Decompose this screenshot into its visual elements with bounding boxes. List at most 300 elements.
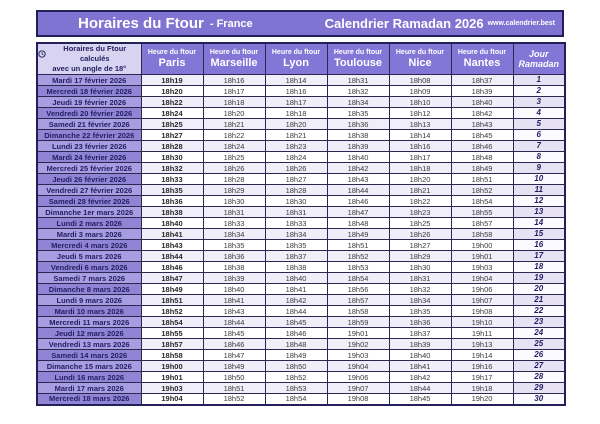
time-cell-paris: 18h40 bbox=[141, 218, 203, 229]
time-cell-lyon: 18h49 bbox=[265, 350, 327, 361]
time-cell-nantes: 18h39 bbox=[451, 86, 513, 97]
time-cell-paris: 18h49 bbox=[141, 284, 203, 295]
table-row bbox=[37, 284, 565, 295]
date-cell: Mardi 24 février 2026 bbox=[37, 152, 141, 163]
date-cell: Mercredi 11 mars 2026 bbox=[37, 317, 141, 328]
table-row bbox=[37, 306, 565, 317]
time-cell-marseille: 18h38 bbox=[203, 262, 265, 273]
time-cell-paris: 18h32 bbox=[141, 163, 203, 174]
time-cell-toulouse: 18h44 bbox=[327, 185, 389, 196]
date-cell: Jeudi 19 février 2026 bbox=[37, 97, 141, 108]
time-cell-marseille: 18h28 bbox=[203, 174, 265, 185]
time-cell-toulouse: 19h03 bbox=[327, 350, 389, 361]
table-row bbox=[37, 141, 565, 152]
time-cell-lyon: 18h28 bbox=[265, 185, 327, 196]
time-cell-marseille: 18h52 bbox=[203, 394, 265, 405]
date-cell: Mercredi 18 février 2026 bbox=[37, 86, 141, 97]
time-cell-nice: 18h25 bbox=[389, 218, 451, 229]
time-cell-paris: 18h55 bbox=[141, 328, 203, 339]
time-cell-lyon: 18h53 bbox=[265, 383, 327, 394]
city-header-paris bbox=[141, 43, 203, 75]
time-cell-toulouse: 18h54 bbox=[327, 273, 389, 284]
heure-du-ftour-label: Heure du ftour bbox=[271, 49, 321, 57]
clock-icon bbox=[38, 50, 46, 58]
time-cell-nice: 18h34 bbox=[389, 295, 451, 306]
ramadan-day-cell: 29 bbox=[513, 383, 565, 394]
time-cell-marseille: 18h44 bbox=[203, 317, 265, 328]
table-row bbox=[37, 207, 565, 218]
time-cell-toulouse: 19h04 bbox=[327, 361, 389, 372]
date-cell: Lundi 2 mars 2026 bbox=[37, 218, 141, 229]
time-cell-nantes: 18h54 bbox=[451, 196, 513, 207]
time-cell-marseille: 18h47 bbox=[203, 350, 265, 361]
time-cell-paris: 18h30 bbox=[141, 152, 203, 163]
table-row bbox=[37, 185, 565, 196]
time-cell-marseille: 18h50 bbox=[203, 372, 265, 383]
ramadan-day-cell: 24 bbox=[513, 328, 565, 339]
city-name: Marseille bbox=[210, 57, 258, 70]
time-cell-paris: 18h52 bbox=[141, 306, 203, 317]
time-cell-lyon: 18h50 bbox=[265, 361, 327, 372]
time-cell-nice: 18h13 bbox=[389, 119, 451, 130]
time-cell-lyon: 18h54 bbox=[265, 394, 327, 405]
time-cell-marseille: 18h21 bbox=[203, 119, 265, 130]
time-cell-nantes: 18h46 bbox=[451, 141, 513, 152]
time-cell-toulouse: 19h01 bbox=[327, 328, 389, 339]
ramadan-day-cell: 6 bbox=[513, 130, 565, 141]
time-cell-toulouse: 19h06 bbox=[327, 372, 389, 383]
date-cell: Samedi 28 février 2026 bbox=[37, 196, 141, 207]
time-cell-toulouse: 18h32 bbox=[327, 86, 389, 97]
table-row bbox=[37, 372, 565, 383]
table-row bbox=[37, 119, 565, 130]
date-cell: Vendredi 27 février 2026 bbox=[37, 185, 141, 196]
website-link[interactable]: www.calendrier.best bbox=[487, 20, 555, 27]
time-cell-toulouse: 18h40 bbox=[327, 152, 389, 163]
info-line2: avec un angle de 18° bbox=[52, 64, 127, 74]
date-cell: Vendredi 6 mars 2026 bbox=[37, 262, 141, 273]
header-row bbox=[37, 43, 565, 75]
time-cell-toulouse: 18h48 bbox=[327, 218, 389, 229]
date-cell: Dimanche 1er mars 2026 bbox=[37, 207, 141, 218]
time-cell-nantes: 19h10 bbox=[451, 317, 513, 328]
time-cell-paris: 19h04 bbox=[141, 394, 203, 405]
calendar-title: Calendrier Ramadan 2026 bbox=[324, 16, 484, 31]
page-title: Horaires du Ftour bbox=[78, 15, 204, 32]
city-header-nice bbox=[389, 43, 451, 75]
table-row bbox=[37, 97, 565, 108]
time-cell-marseille: 18h16 bbox=[203, 75, 265, 86]
ramadan-day-cell: 11 bbox=[513, 185, 565, 196]
time-cell-marseille: 18h49 bbox=[203, 361, 265, 372]
time-cell-marseille: 18h26 bbox=[203, 163, 265, 174]
time-cell-nice: 18h37 bbox=[389, 328, 451, 339]
time-cell-toulouse: 18h47 bbox=[327, 207, 389, 218]
city-header-nantes bbox=[451, 43, 513, 75]
time-cell-paris: 18h58 bbox=[141, 350, 203, 361]
time-cell-marseille: 18h24 bbox=[203, 141, 265, 152]
time-cell-nantes: 18h43 bbox=[451, 119, 513, 130]
time-cell-nice: 18h29 bbox=[389, 251, 451, 262]
time-cell-lyon: 18h44 bbox=[265, 306, 327, 317]
date-cell: Vendredi 13 mars 2026 bbox=[37, 339, 141, 350]
time-cell-nice: 18h09 bbox=[389, 86, 451, 97]
date-cell: Mardi 17 février 2026 bbox=[37, 75, 141, 86]
ramadan-day-cell: 27 bbox=[513, 361, 565, 372]
city-name: Toulouse bbox=[333, 57, 383, 70]
ramadan-day-cell: 23 bbox=[513, 317, 565, 328]
time-cell-lyon: 18h26 bbox=[265, 163, 327, 174]
time-cell-paris: 19h00 bbox=[141, 361, 203, 372]
ramadan-day-cell: 17 bbox=[513, 251, 565, 262]
ramadan-day-cell: 8 bbox=[513, 152, 565, 163]
time-cell-lyon: 18h23 bbox=[265, 141, 327, 152]
time-cell-nice: 18h12 bbox=[389, 108, 451, 119]
ramadan-day-cell: 21 bbox=[513, 295, 565, 306]
time-cell-marseille: 18h33 bbox=[203, 218, 265, 229]
time-cell-nantes: 19h11 bbox=[451, 328, 513, 339]
time-cell-nantes: 19h13 bbox=[451, 339, 513, 350]
time-cell-marseille: 18h45 bbox=[203, 328, 265, 339]
time-cell-nantes: 18h40 bbox=[451, 97, 513, 108]
time-cell-paris: 18h57 bbox=[141, 339, 203, 350]
time-cell-nantes: 19h16 bbox=[451, 361, 513, 372]
ftour-times-table bbox=[36, 42, 566, 406]
time-cell-marseille: 18h43 bbox=[203, 306, 265, 317]
time-cell-nice: 18h21 bbox=[389, 185, 451, 196]
time-cell-toulouse: 18h42 bbox=[327, 163, 389, 174]
time-cell-nice: 18h40 bbox=[389, 350, 451, 361]
time-cell-nice: 18h26 bbox=[389, 229, 451, 240]
table-row bbox=[37, 262, 565, 273]
date-cell: Samedi 14 mars 2026 bbox=[37, 350, 141, 361]
city-header-lyon bbox=[265, 43, 327, 75]
ramadan-day-cell: 16 bbox=[513, 240, 565, 251]
time-cell-lyon: 18h14 bbox=[265, 75, 327, 86]
time-cell-marseille: 18h41 bbox=[203, 295, 265, 306]
time-cell-lyon: 18h17 bbox=[265, 97, 327, 108]
date-cell: Mercredi 25 février 2026 bbox=[37, 163, 141, 174]
time-cell-nantes: 19h07 bbox=[451, 295, 513, 306]
time-cell-nice: 18h22 bbox=[389, 196, 451, 207]
time-cell-toulouse: 18h31 bbox=[327, 75, 389, 86]
city-name: Paris bbox=[158, 57, 186, 70]
time-cell-paris: 18h27 bbox=[141, 130, 203, 141]
table-row bbox=[37, 108, 565, 119]
table-row bbox=[37, 152, 565, 163]
table-row bbox=[37, 218, 565, 229]
date-cell: Lundi 16 mars 2026 bbox=[37, 372, 141, 383]
time-cell-nantes: 18h55 bbox=[451, 207, 513, 218]
table-row bbox=[37, 383, 565, 394]
date-cell: Samedi 21 février 2026 bbox=[37, 119, 141, 130]
time-cell-nice: 18h44 bbox=[389, 383, 451, 394]
time-cell-lyon: 18h20 bbox=[265, 119, 327, 130]
time-cell-marseille: 18h40 bbox=[203, 284, 265, 295]
time-cell-marseille: 18h20 bbox=[203, 108, 265, 119]
date-cell: Lundi 9 mars 2026 bbox=[37, 295, 141, 306]
time-cell-nice: 18h27 bbox=[389, 240, 451, 251]
title-banner bbox=[36, 10, 564, 37]
ramadan-day-cell: 14 bbox=[513, 218, 565, 229]
table-row bbox=[37, 240, 565, 251]
time-cell-toulouse: 18h36 bbox=[327, 119, 389, 130]
ramadan-day-cell: 2 bbox=[513, 86, 565, 97]
time-cell-nice: 18h17 bbox=[389, 152, 451, 163]
time-cell-nantes: 19h20 bbox=[451, 394, 513, 405]
ramadan-day-cell: 20 bbox=[513, 284, 565, 295]
time-cell-paris: 18h44 bbox=[141, 251, 203, 262]
time-cell-marseille: 18h36 bbox=[203, 251, 265, 262]
time-cell-marseille: 18h30 bbox=[203, 196, 265, 207]
table-row bbox=[37, 350, 565, 361]
time-cell-nice: 18h23 bbox=[389, 207, 451, 218]
time-cell-nantes: 19h14 bbox=[451, 350, 513, 361]
table-row bbox=[37, 394, 565, 405]
time-cell-lyon: 18h46 bbox=[265, 328, 327, 339]
heure-du-ftour-label: Heure du ftour bbox=[395, 49, 445, 57]
time-cell-marseille: 18h17 bbox=[203, 86, 265, 97]
time-cell-toulouse: 18h43 bbox=[327, 174, 389, 185]
time-cell-marseille: 18h25 bbox=[203, 152, 265, 163]
time-cell-toulouse: 18h53 bbox=[327, 262, 389, 273]
time-cell-lyon: 18h40 bbox=[265, 273, 327, 284]
time-cell-lyon: 18h33 bbox=[265, 218, 327, 229]
time-cell-paris: 18h22 bbox=[141, 97, 203, 108]
page-subtitle-country: - France bbox=[209, 17, 253, 30]
time-cell-nantes: 19h17 bbox=[451, 372, 513, 383]
date-cell: Dimanche 15 mars 2026 bbox=[37, 361, 141, 372]
heure-du-ftour-label: Heure du ftour bbox=[457, 49, 507, 57]
table-row bbox=[37, 130, 565, 141]
time-cell-nice: 18h30 bbox=[389, 262, 451, 273]
table-row bbox=[37, 163, 565, 174]
time-cell-nice: 18h36 bbox=[389, 317, 451, 328]
time-cell-nice: 18h35 bbox=[389, 306, 451, 317]
table-row bbox=[37, 317, 565, 328]
time-cell-paris: 18h36 bbox=[141, 196, 203, 207]
ramadan-day-cell: 7 bbox=[513, 141, 565, 152]
heure-du-ftour-label: Heure du ftour bbox=[333, 49, 383, 57]
time-cell-nantes: 19h04 bbox=[451, 273, 513, 284]
date-cell: Mardi 17 mars 2026 bbox=[37, 383, 141, 394]
time-cell-lyon: 18h21 bbox=[265, 130, 327, 141]
time-cell-nantes: 19h01 bbox=[451, 251, 513, 262]
time-cell-lyon: 18h45 bbox=[265, 317, 327, 328]
table-row bbox=[37, 174, 565, 185]
date-cell: Mercredi 18 mars 2026 bbox=[37, 394, 141, 405]
city-name: Nantes bbox=[463, 57, 501, 70]
time-cell-nice: 18h20 bbox=[389, 174, 451, 185]
time-cell-marseille: 18h22 bbox=[203, 130, 265, 141]
time-cell-lyon: 18h30 bbox=[265, 196, 327, 207]
time-cell-nice: 18h10 bbox=[389, 97, 451, 108]
time-cell-toulouse: 18h58 bbox=[327, 306, 389, 317]
time-cell-marseille: 18h35 bbox=[203, 240, 265, 251]
ramadan-day-cell: 10 bbox=[513, 174, 565, 185]
table-row bbox=[37, 251, 565, 262]
time-cell-paris: 18h41 bbox=[141, 229, 203, 240]
time-cell-nantes: 19h00 bbox=[451, 240, 513, 251]
time-cell-toulouse: 18h46 bbox=[327, 196, 389, 207]
time-cell-nice: 18h08 bbox=[389, 75, 451, 86]
city-header-marseille bbox=[203, 43, 265, 75]
ramadan-day-cell: 15 bbox=[513, 229, 565, 240]
time-cell-marseille: 18h31 bbox=[203, 207, 265, 218]
time-cell-nice: 18h31 bbox=[389, 273, 451, 284]
time-cell-toulouse: 18h56 bbox=[327, 284, 389, 295]
date-cell: Jeudi 12 mars 2026 bbox=[37, 328, 141, 339]
time-cell-lyon: 18h38 bbox=[265, 262, 327, 273]
date-cell: Mardi 3 mars 2026 bbox=[37, 229, 141, 240]
time-cell-nice: 18h45 bbox=[389, 394, 451, 405]
ramadan-day-cell: 30 bbox=[513, 394, 565, 405]
time-cell-paris: 19h03 bbox=[141, 383, 203, 394]
table-row bbox=[37, 229, 565, 240]
info-line1: Horaires du Ftour calculés bbox=[63, 44, 127, 64]
time-cell-toulouse: 18h51 bbox=[327, 240, 389, 251]
ramadan-day-cell: 18 bbox=[513, 262, 565, 273]
ramadan-day-cell: 13 bbox=[513, 207, 565, 218]
time-cell-marseille: 18h39 bbox=[203, 273, 265, 284]
time-cell-paris: 18h51 bbox=[141, 295, 203, 306]
time-cell-toulouse: 18h57 bbox=[327, 295, 389, 306]
city-header-toulouse bbox=[327, 43, 389, 75]
ramadan-day-cell: 9 bbox=[513, 163, 565, 174]
ramadan-day-cell: 26 bbox=[513, 350, 565, 361]
date-cell: Dimanche 22 février 2026 bbox=[37, 130, 141, 141]
ramadan-day-cell: 1 bbox=[513, 75, 565, 86]
time-cell-toulouse: 19h07 bbox=[327, 383, 389, 394]
ramadan-day-cell: 28 bbox=[513, 372, 565, 383]
ramadan-day-cell: 3 bbox=[513, 97, 565, 108]
table-row bbox=[37, 273, 565, 284]
time-cell-nice: 18h32 bbox=[389, 284, 451, 295]
city-name: Lyon bbox=[283, 57, 309, 70]
time-cell-lyon: 18h35 bbox=[265, 240, 327, 251]
ramadan-day-cell: 5 bbox=[513, 119, 565, 130]
time-cell-toulouse: 18h38 bbox=[327, 130, 389, 141]
time-cell-marseille: 18h34 bbox=[203, 229, 265, 240]
date-cell: Samedi 7 mars 2026 bbox=[37, 273, 141, 284]
time-cell-paris: 18h47 bbox=[141, 273, 203, 284]
city-name: Nice bbox=[408, 57, 432, 70]
time-cell-paris: 18h19 bbox=[141, 75, 203, 86]
time-cell-nice: 18h16 bbox=[389, 141, 451, 152]
ramadan-day-cell: 25 bbox=[513, 339, 565, 350]
time-cell-marseille: 18h18 bbox=[203, 97, 265, 108]
jour-ramadan-header: Jour Ramadan bbox=[513, 43, 565, 75]
time-cell-nantes: 18h58 bbox=[451, 229, 513, 240]
time-cell-paris: 19h01 bbox=[141, 372, 203, 383]
date-cell: Dimanche 8 mars 2026 bbox=[37, 284, 141, 295]
time-cell-lyon: 18h42 bbox=[265, 295, 327, 306]
time-cell-lyon: 18h52 bbox=[265, 372, 327, 383]
table-row bbox=[37, 86, 565, 97]
time-cell-toulouse: 18h49 bbox=[327, 229, 389, 240]
time-cell-nantes: 19h08 bbox=[451, 306, 513, 317]
time-cell-nantes: 18h49 bbox=[451, 163, 513, 174]
date-cell: Mardi 10 mars 2026 bbox=[37, 306, 141, 317]
time-cell-nantes: 18h48 bbox=[451, 152, 513, 163]
time-cell-paris: 18h38 bbox=[141, 207, 203, 218]
time-cell-lyon: 18h31 bbox=[265, 207, 327, 218]
time-cell-paris: 18h24 bbox=[141, 108, 203, 119]
time-cell-lyon: 18h48 bbox=[265, 339, 327, 350]
time-cell-nice: 18h14 bbox=[389, 130, 451, 141]
time-cell-nice: 18h39 bbox=[389, 339, 451, 350]
time-cell-lyon: 18h41 bbox=[265, 284, 327, 295]
ramadan-day-cell: 4 bbox=[513, 108, 565, 119]
time-cell-marseille: 18h29 bbox=[203, 185, 265, 196]
time-cell-marseille: 18h51 bbox=[203, 383, 265, 394]
date-cell: Mercredi 4 mars 2026 bbox=[37, 240, 141, 251]
time-cell-lyon: 18h16 bbox=[265, 86, 327, 97]
table-row bbox=[37, 196, 565, 207]
time-cell-toulouse: 19h08 bbox=[327, 394, 389, 405]
time-cell-lyon: 18h37 bbox=[265, 251, 327, 262]
time-cell-toulouse: 18h59 bbox=[327, 317, 389, 328]
time-cell-nantes: 18h37 bbox=[451, 75, 513, 86]
ramadan-day-cell: 19 bbox=[513, 273, 565, 284]
time-cell-toulouse: 18h52 bbox=[327, 251, 389, 262]
time-cell-nice: 18h18 bbox=[389, 163, 451, 174]
time-cell-nantes: 18h42 bbox=[451, 108, 513, 119]
time-cell-nice: 18h42 bbox=[389, 372, 451, 383]
table-row bbox=[37, 328, 565, 339]
date-cell: Jeudi 5 mars 2026 bbox=[37, 251, 141, 262]
time-cell-toulouse: 19h02 bbox=[327, 339, 389, 350]
table-row bbox=[37, 295, 565, 306]
time-cell-nantes: 18h51 bbox=[451, 174, 513, 185]
time-cell-lyon: 18h24 bbox=[265, 152, 327, 163]
time-cell-nantes: 18h45 bbox=[451, 130, 513, 141]
calculation-info-header bbox=[37, 43, 141, 75]
time-cell-lyon: 18h27 bbox=[265, 174, 327, 185]
time-cell-paris: 18h54 bbox=[141, 317, 203, 328]
time-cell-nice: 18h41 bbox=[389, 361, 451, 372]
time-cell-paris: 18h35 bbox=[141, 185, 203, 196]
time-cell-paris: 18h20 bbox=[141, 86, 203, 97]
table-row bbox=[37, 75, 565, 86]
date-cell: Jeudi 26 février 2026 bbox=[37, 174, 141, 185]
time-cell-toulouse: 18h35 bbox=[327, 108, 389, 119]
ramadan-day-cell: 12 bbox=[513, 196, 565, 207]
time-cell-nantes: 18h57 bbox=[451, 218, 513, 229]
time-cell-nantes: 19h03 bbox=[451, 262, 513, 273]
time-cell-lyon: 18h18 bbox=[265, 108, 327, 119]
time-cell-lyon: 18h34 bbox=[265, 229, 327, 240]
heure-du-ftour-label: Heure du ftour bbox=[147, 49, 197, 57]
heure-du-ftour-label: Heure du ftour bbox=[209, 49, 259, 57]
time-cell-nantes: 19h18 bbox=[451, 383, 513, 394]
time-cell-paris: 18h28 bbox=[141, 141, 203, 152]
time-cell-paris: 18h33 bbox=[141, 174, 203, 185]
time-cell-nantes: 19h06 bbox=[451, 284, 513, 295]
time-cell-toulouse: 18h39 bbox=[327, 141, 389, 152]
date-cell: Vendredi 20 février 2026 bbox=[37, 108, 141, 119]
time-cell-nantes: 18h52 bbox=[451, 185, 513, 196]
time-cell-paris: 18h25 bbox=[141, 119, 203, 130]
time-cell-marseille: 18h46 bbox=[203, 339, 265, 350]
table-row bbox=[37, 361, 565, 372]
time-cell-paris: 18h43 bbox=[141, 240, 203, 251]
time-cell-toulouse: 18h34 bbox=[327, 97, 389, 108]
time-cell-paris: 18h46 bbox=[141, 262, 203, 273]
date-cell: Lundi 23 février 2026 bbox=[37, 141, 141, 152]
table-row bbox=[37, 339, 565, 350]
ramadan-day-cell: 22 bbox=[513, 306, 565, 317]
